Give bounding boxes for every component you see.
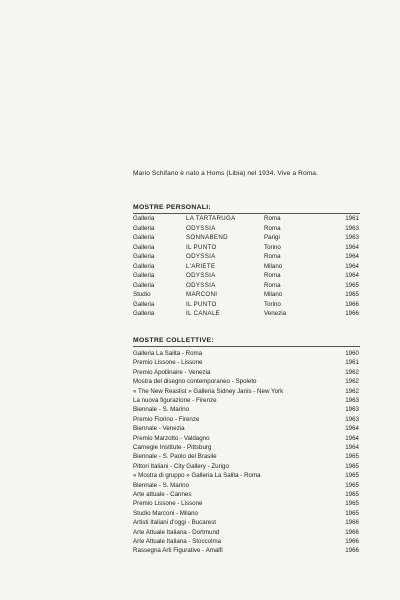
exhibition-description: Premio Lissone - Lissone bbox=[133, 500, 203, 508]
collective-exhibition-row bbox=[133, 434, 359, 443]
collective-exhibition-row bbox=[133, 443, 359, 452]
exhibition-description: Biennale - S. Marino bbox=[133, 481, 190, 489]
exhibition-year: 1965 bbox=[345, 291, 359, 298]
venue-type: Galleria bbox=[133, 281, 155, 289]
exhibition-year: 1964 bbox=[345, 243, 359, 251]
collective-exhibition-row bbox=[133, 462, 359, 471]
exhibition-year: 1966 bbox=[345, 538, 359, 545]
personal-exhibition-row bbox=[133, 281, 359, 290]
exhibition-description: Premio Apollinaire - Venezia bbox=[133, 368, 211, 376]
venue-city: Torino bbox=[264, 243, 281, 251]
exhibition-description: Mostra del disegno contemporaneo - Spoleto bbox=[133, 378, 257, 386]
collective-exhibition-row bbox=[133, 471, 359, 480]
collective-exhibition-row bbox=[133, 490, 359, 499]
exhibition-year: 1965 bbox=[345, 462, 359, 470]
exhibition-year: 1964 bbox=[345, 253, 359, 260]
exhibition-year: 1963 bbox=[345, 406, 359, 414]
exhibition-year: 1965 bbox=[345, 281, 359, 289]
exhibition-description: Premio Fiorino - Firenze bbox=[133, 415, 200, 423]
venue-name: IL PUNTO bbox=[186, 300, 217, 308]
collective-exhibition-row bbox=[133, 452, 359, 461]
exhibition-description: Biennale - S. Paolo del Brasile bbox=[133, 453, 217, 461]
exhibition-year: 1965 bbox=[345, 453, 359, 461]
exhibition-description: « The New Reaslist » Galleria Sidney Janis - New York bbox=[133, 387, 284, 395]
exhibition-year: 1964 bbox=[345, 434, 359, 442]
exhibition-description: Arte Attuale Italiana - Dortmund bbox=[133, 528, 220, 536]
exhibition-description: Carnegie Institute - Pittsburg bbox=[133, 444, 212, 451]
exhibition-year: 1964 bbox=[345, 272, 359, 279]
exhibition-description: Rassegna Arti Figurative - Amalfi bbox=[133, 547, 223, 555]
collective-exhibition-row bbox=[133, 509, 359, 518]
personal-exhibition-row bbox=[133, 252, 359, 261]
venue-city: Roma bbox=[264, 253, 281, 260]
exhibition-year: 1964 bbox=[345, 444, 359, 451]
exhibition-description: Arte Attuale Italiana - Stoccolma bbox=[133, 538, 222, 545]
exhibition-year: 1961 bbox=[345, 215, 359, 222]
exhibition-year: 1965 bbox=[345, 472, 359, 480]
exhibition-year: 1960 bbox=[345, 350, 359, 357]
venue-type: Galleria bbox=[133, 300, 155, 308]
exhibition-year: 1965 bbox=[345, 509, 359, 517]
venue-type: Galleria bbox=[133, 215, 155, 222]
exhibition-description: Galleria La Salita - Roma bbox=[133, 350, 203, 357]
venue-type: Galleria bbox=[133, 272, 155, 279]
venue-name: ODYSSIA bbox=[186, 272, 216, 279]
collective-heading-rule bbox=[133, 346, 360, 347]
exhibition-description: La nuova figurazione - Firenze bbox=[133, 397, 217, 404]
exhibition-description: « Mostra di gruppo » Galleria La Salita - Roma bbox=[133, 472, 261, 480]
venue-type: Galleria bbox=[133, 234, 155, 241]
venue-city: Parigi bbox=[264, 234, 280, 241]
venue-type: Studio bbox=[133, 291, 151, 298]
exhibition-year: 1964 bbox=[345, 262, 359, 270]
exhibition-year: 1965 bbox=[345, 481, 359, 489]
exhibition-year: 1966 bbox=[345, 519, 359, 527]
exhibition-year: 1964 bbox=[345, 425, 359, 433]
exhibition-description: Biennale - Venezia bbox=[133, 425, 185, 433]
personal-exhibition-row bbox=[133, 243, 359, 252]
venue-type: Galleria bbox=[133, 262, 155, 270]
exhibition-year: 1962 bbox=[345, 378, 359, 386]
venue-name: L'ARIETE bbox=[186, 262, 216, 270]
personal-exhibition-row bbox=[133, 214, 359, 223]
venue-city: Roma bbox=[264, 281, 281, 289]
venue-name: SONNABEND bbox=[186, 234, 228, 241]
venue-name: IL CANALE bbox=[186, 310, 221, 317]
exhibition-description: Artisti Italiani d'oggi - Bucarest bbox=[133, 519, 217, 527]
exhibition-year: 1966 bbox=[345, 547, 359, 555]
personal-exhibition-row bbox=[133, 224, 359, 233]
collective-exhibitions-heading: MOSTRE COLLETTIVE: bbox=[133, 337, 214, 344]
collective-exhibition-row bbox=[133, 396, 359, 405]
exhibition-description: Studio Marconi - Milano bbox=[133, 509, 198, 517]
venue-type: Galleria bbox=[133, 224, 155, 232]
venue-type: Galleria bbox=[133, 243, 155, 251]
exhibition-year: 1962 bbox=[345, 387, 359, 395]
exhibition-description: Premio Lissone - Lissone bbox=[133, 359, 203, 367]
venue-type: Galleria bbox=[133, 310, 155, 317]
exhibition-year: 1963 bbox=[345, 234, 359, 241]
exhibition-description: Premio Marzotto - Valdagno bbox=[133, 434, 210, 442]
collective-exhibition-row bbox=[133, 481, 359, 490]
exhibition-year: 1966 bbox=[345, 528, 359, 536]
venue-name: ODYSSIA bbox=[186, 281, 216, 289]
venue-city: Venezia bbox=[264, 310, 287, 317]
exhibition-year: 1966 bbox=[345, 300, 359, 308]
collective-exhibition-row bbox=[133, 528, 359, 537]
exhibition-year: 1963 bbox=[345, 415, 359, 423]
exhibition-year: 1966 bbox=[345, 310, 359, 317]
venue-city: Milano bbox=[264, 262, 283, 270]
collective-exhibition-row bbox=[133, 358, 359, 367]
exhibition-description: Pittori Italiani - City Gallery - Zurigo bbox=[133, 462, 229, 470]
venue-name: IL PUNTO bbox=[186, 243, 217, 251]
venue-city: Milano bbox=[264, 291, 283, 298]
exhibition-year: 1962 bbox=[345, 368, 359, 376]
biography-line: Mario Schifano è nato a Homs (Libia) nel 1934. Vive a Roma. bbox=[133, 170, 319, 177]
venue-name: ODYSSIA bbox=[186, 253, 216, 260]
collective-exhibition-row bbox=[133, 499, 359, 508]
collective-exhibition-row bbox=[133, 368, 359, 377]
collective-exhibition-row bbox=[133, 537, 359, 546]
venue-city: Roma bbox=[264, 224, 281, 232]
venue-type: Galleria bbox=[133, 253, 155, 260]
exhibition-year: 1965 bbox=[345, 500, 359, 508]
venue-name: ODYSSIA bbox=[186, 224, 216, 232]
collective-exhibition-row bbox=[133, 415, 359, 424]
personal-exhibition-row bbox=[133, 309, 359, 318]
personal-exhibitions-heading: MOSTRE PERSONALI: bbox=[133, 204, 211, 211]
collective-exhibition-row bbox=[133, 546, 359, 555]
collective-exhibition-row bbox=[133, 405, 359, 414]
exhibition-description: Arte attuale - Cannes bbox=[133, 491, 192, 498]
personal-exhibition-row bbox=[133, 262, 359, 271]
collective-exhibition-row bbox=[133, 387, 359, 396]
venue-city: Roma bbox=[264, 272, 281, 279]
venue-city: Torino bbox=[264, 300, 281, 308]
personal-exhibition-row bbox=[133, 290, 359, 299]
exhibition-year: 1961 bbox=[345, 359, 359, 367]
personal-exhibition-row bbox=[133, 233, 359, 242]
exhibition-year: 1963 bbox=[345, 397, 359, 404]
venue-city: Roma bbox=[264, 215, 281, 222]
collective-exhibition-row bbox=[133, 377, 359, 386]
venue-name: LA TARTARUGA bbox=[186, 215, 236, 222]
collective-exhibition-row bbox=[133, 424, 359, 433]
collective-exhibition-row bbox=[133, 349, 359, 358]
exhibition-description: Biennale - S. Marino bbox=[133, 406, 190, 414]
exhibition-year: 1965 bbox=[345, 491, 359, 498]
venue-name: MARCONI bbox=[186, 291, 218, 298]
collective-exhibition-row bbox=[133, 518, 359, 527]
personal-exhibition-row bbox=[133, 300, 359, 309]
exhibition-year: 1963 bbox=[345, 224, 359, 232]
personal-exhibition-row bbox=[133, 271, 359, 280]
